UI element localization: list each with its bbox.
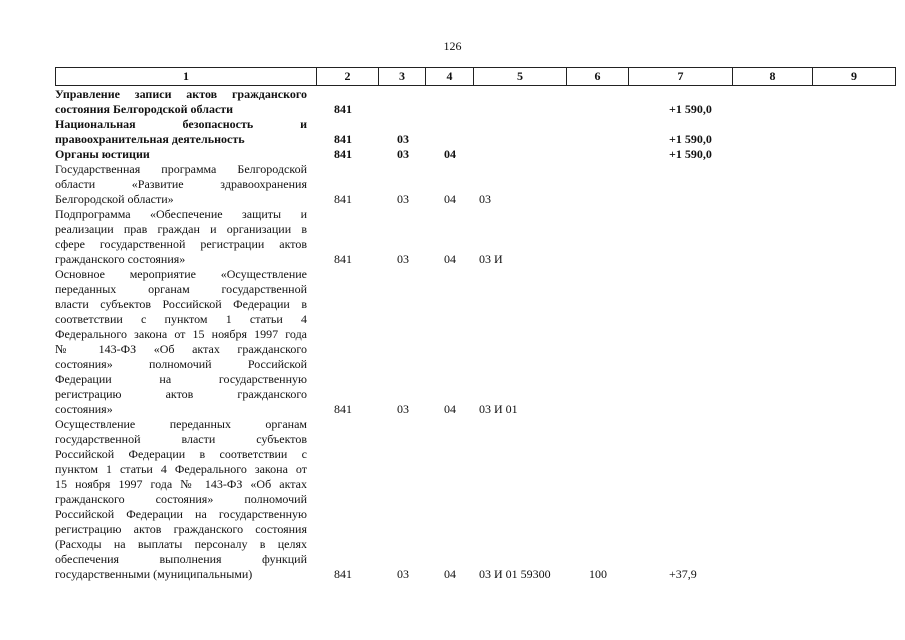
cell-col-4: 04	[444, 252, 456, 266]
cell-col-6: 100	[589, 567, 607, 581]
description-line: Национальная безопасность и	[55, 117, 307, 131]
cell-col-3: 03	[397, 132, 409, 146]
column-header-table	[55, 67, 896, 86]
header-col-8: 8	[733, 68, 813, 86]
header-col-1: 1	[56, 68, 317, 86]
cell-col-3: 03	[397, 147, 409, 161]
table-row	[55, 147, 895, 162]
cell-col-7: +1 590,0	[669, 147, 712, 161]
description-line: № 143-ФЗ «Об актах гражданского	[55, 342, 307, 356]
cell-col-4: 04	[444, 147, 456, 161]
cell-col-5: 03	[479, 192, 491, 206]
description-line: области «Развитие здравоохранения	[55, 177, 307, 191]
description-line: гражданского состояния» полномочий	[55, 492, 307, 506]
cell-col-3: 03	[397, 402, 409, 416]
description-line: Основное мероприятие «Осуществление	[55, 267, 307, 281]
description-line: Белгородской области»	[55, 192, 174, 206]
description-line: 15 ноября 1997 года № 143-ФЗ «Об актах	[55, 477, 307, 491]
description-line: Федерации на государственную	[55, 372, 307, 386]
description-line: гражданского состояния»	[55, 252, 186, 266]
table-row	[55, 417, 895, 582]
cell-col-7: +1 590,0	[669, 102, 712, 116]
description-line: Государственная программа Белгородской	[55, 162, 307, 176]
description-line: регистрацию актов гражданского	[55, 387, 307, 401]
cell-col-7: +37,9	[669, 567, 697, 581]
description-line: (Расходы на выплаты персоналу в целях	[55, 537, 307, 551]
cell-col-7: +1 590,0	[669, 132, 712, 146]
cell-col-2: 841	[334, 252, 352, 266]
cell-col-5: 03 И 01 59300	[479, 567, 551, 581]
header-col-4: 4	[426, 68, 474, 86]
cell-col-4: 04	[444, 192, 456, 206]
table-row	[55, 162, 895, 207]
description-line: власти субъектов Российской Федерации в	[55, 297, 307, 311]
description-line: государственными (муниципальными)	[55, 567, 253, 581]
row-description	[55, 117, 895, 147]
description-line: Федерального закона от 15 ноября 1997 года	[55, 327, 307, 341]
row-description	[55, 207, 895, 267]
description-line: переданных органам государственной	[55, 282, 307, 296]
row-description	[55, 417, 895, 582]
description-line: пунктом 1 статьи 4 Федерального закона от	[55, 462, 307, 476]
header-col-9: 9	[813, 68, 896, 86]
cell-col-2: 841	[334, 147, 352, 161]
description-line: реализации прав граждан и организации в	[55, 222, 307, 236]
cell-col-2: 841	[334, 567, 352, 581]
cell-col-2: 841	[334, 102, 352, 116]
description-line: состояния» полномочий Российской	[55, 357, 307, 371]
cell-col-4: 04	[444, 567, 456, 581]
description-line: Органы юстиции	[55, 147, 150, 161]
description-line: правоохранительная деятельность	[55, 132, 245, 146]
description-line: Осуществление переданных органам	[55, 417, 307, 431]
description-line: состояния»	[55, 402, 113, 416]
cell-col-3: 03	[397, 252, 409, 266]
header-col-3: 3	[379, 68, 426, 86]
cell-col-2: 841	[334, 402, 352, 416]
header-col-2: 2	[317, 68, 379, 86]
description-line: сфере государственной регистрации актов	[55, 237, 307, 251]
description-line: Подпрограмма «Обеспечение защиты и	[55, 207, 307, 221]
cell-col-2: 841	[334, 132, 352, 146]
cell-col-5: 03 И 01	[479, 402, 518, 416]
cell-col-3: 03	[397, 192, 409, 206]
page-number: 126	[443, 39, 462, 53]
row-description	[55, 147, 895, 162]
description-line: соответствии с пунктом 1 статьи 4	[55, 312, 307, 326]
row-description	[55, 87, 895, 117]
cell-col-5: 03 И	[479, 252, 503, 266]
cell-col-4: 04	[444, 402, 456, 416]
description-line: Российской Федерации в соответствии с	[55, 447, 307, 461]
header-row	[56, 68, 896, 86]
cell-col-2: 841	[334, 192, 352, 206]
description-line: состояния Белгородской области	[55, 102, 234, 116]
description-line: регистрацию актов гражданского состояния	[55, 522, 307, 536]
table-row	[55, 207, 895, 267]
description-line: Российской Федерации на государственную	[55, 507, 307, 521]
table-row	[55, 87, 895, 117]
table-row	[55, 267, 895, 417]
header-col-6: 6	[567, 68, 629, 86]
table-row	[55, 117, 895, 147]
row-description	[55, 267, 895, 417]
table-body	[55, 87, 895, 582]
header-col-7: 7	[629, 68, 733, 86]
row-description	[55, 162, 895, 207]
description-line: обеспечения выполнения функций	[55, 552, 307, 566]
cell-col-3: 03	[397, 567, 409, 581]
header-col-5: 5	[474, 68, 567, 86]
description-line: государственной власти субъектов	[55, 432, 307, 446]
description-line: Управление записи актов гражданского	[55, 87, 307, 101]
